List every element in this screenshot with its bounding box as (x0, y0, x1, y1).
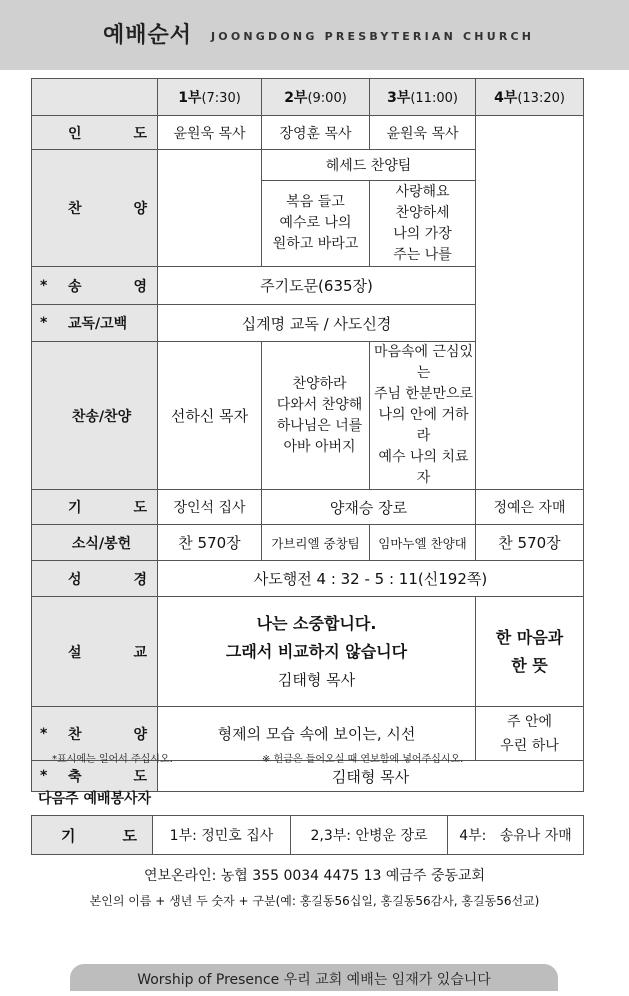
row-blessing (32, 761, 584, 792)
row-offering (32, 525, 584, 561)
col-header-2: 2부(9:00) (262, 79, 370, 116)
label-creed: * 교독/고백 (32, 305, 158, 342)
next-1: 1부: 정민호 집사 (153, 816, 291, 855)
row-sermon (32, 597, 584, 707)
sermon-value (158, 597, 476, 707)
row-scripture (32, 561, 584, 597)
next-week-table (31, 815, 584, 855)
row-leader (32, 116, 584, 150)
offering-2: 가브리엘 중창팀 (262, 525, 370, 561)
praise-songs-3: 사랑해요 찬양하세 나의 가장 주는 나를 (370, 181, 476, 267)
label-offering: 소식/봉헌 (32, 525, 158, 561)
next-label: 기 도 (32, 816, 153, 855)
label-response: * 찬 양 (32, 707, 158, 761)
hymn-1: 선하신 목자 (158, 342, 262, 490)
offering-1: 찬 570장 (158, 525, 262, 561)
scripture-value: 사도행전 4 : 32 - 5 : 11(신192쪽) (158, 561, 584, 597)
header-row (32, 79, 584, 116)
sermon-preacher: 김태형 목사 (277, 670, 356, 689)
worship-order-table (31, 78, 584, 792)
prayer-23: 양재승 장로 (262, 490, 476, 525)
label-praise: 찬 양 (32, 150, 158, 267)
response-4: 주 안에 우린 하나 (476, 707, 584, 761)
church-name: JOONGDONG PRESBYTERIAN CHURCH (211, 30, 535, 43)
prayer-4: 정예은 자매 (476, 490, 584, 525)
account-info: 연보온라인: 농협 355 0034 4475 13 예금주 중동교회 (144, 868, 485, 884)
label-scripture: 성 경 (32, 561, 158, 597)
label-sermon: 설 교 (32, 597, 158, 707)
label-blessing: * 축 도 (32, 761, 158, 792)
hymn-songs-2: 찬양하라 다와서 찬양해 하나님은 너를 아바 아버지 (262, 342, 370, 490)
next-4: 4부: 송유나 자매 (448, 816, 584, 855)
leader-1: 윤원욱 목사 (158, 116, 262, 150)
sermon-title-2: 그래서 비교하지 않습니다 (225, 641, 408, 661)
praise-1 (158, 150, 262, 267)
sermon-4: 한 마음과 한 뜻 (476, 597, 584, 707)
leader-3: 윤원욱 목사 (370, 116, 476, 150)
page-title: 예배순서 (103, 23, 193, 48)
prayer-1: 장인석 집사 (158, 490, 262, 525)
leader-2: 장영훈 목사 (262, 116, 370, 150)
label-leader: 인 도 (32, 116, 158, 150)
offering-4: 찬 570장 (476, 525, 584, 561)
page-header (0, 0, 629, 70)
col-header-4: 4부(13:20) (476, 79, 584, 116)
row-prayer (32, 490, 584, 525)
note-offering: ※ 헌금은 들어오실 때 연보함에 넣어주십시오. (262, 754, 464, 765)
praise-songs-2: 복음 들고 예수로 나의 원하고 바라고 (262, 181, 370, 267)
response-value: 형제의 모습 속에 보이는, 시선 (158, 707, 476, 761)
praise-team: 헤세드 찬양팀 (262, 150, 476, 181)
doxology-value: 주기도문(635장) (158, 267, 476, 305)
praise-4 (476, 116, 584, 490)
note-stand: *표시에는 일어서 주십시오. (52, 754, 173, 765)
next-week-title: 다음주 예배봉사자 (38, 791, 152, 807)
blessing-value: 김태형 목사 (158, 761, 584, 792)
col-header-1: 1부(7:30) (158, 79, 262, 116)
col-header-3: 3부(11:00) (370, 79, 476, 116)
account-instructions: 본인의 이름 + 생년 두 숫자 + 구분(예: 홍길동56십일, 홍길동56감사, 홍길동56선교) (89, 894, 540, 908)
next-week-row (32, 816, 584, 855)
sermon-title-1: 나는 소중합니다. (256, 613, 377, 633)
label-hymn: 찬송/찬양 (32, 342, 158, 490)
header-corner (32, 79, 158, 116)
offering-3: 임마누엘 찬양대 (370, 525, 476, 561)
label-doxology: * 송 영 (32, 267, 158, 305)
next-23: 2,3부: 안병운 장로 (291, 816, 448, 855)
label-prayer: 기 도 (32, 490, 158, 525)
hymn-songs-3: 마음속에 근심있는 주님 한분만으로 나의 안에 거하라 예수 나의 치료자 (370, 342, 476, 490)
creed-value: 십계명 교독 / 사도신경 (158, 305, 476, 342)
footer-banner: Worship of Presence 우리 교회 예배는 임재가 있습니다 (70, 964, 558, 991)
